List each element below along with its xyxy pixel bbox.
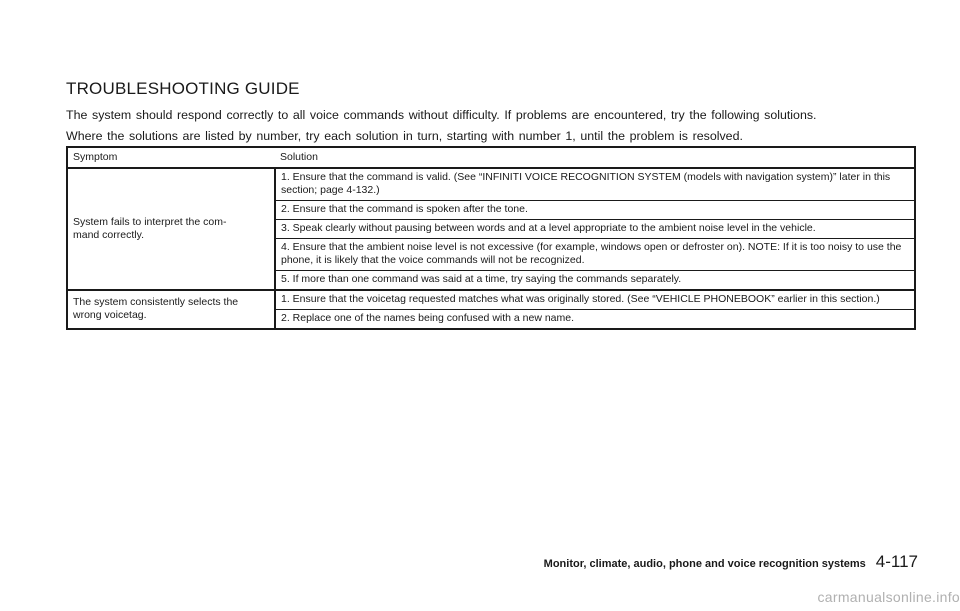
intro-line-1: The system should respond correctly to all voice commands without difficulty. If problems are encountered, try the following solutions. bbox=[66, 108, 817, 122]
solution-cell: 1. Ensure that the command is valid. (See “INFINITI VOICE RECOGNITION SYSTEM (models with navigation system)” later in this section; page 4-132.) bbox=[275, 168, 915, 201]
page-footer bbox=[544, 552, 918, 572]
footer-section-title: Monitor, climate, audio, phone and voice recognition systems bbox=[543, 558, 866, 570]
solution-column-header: Solution bbox=[275, 147, 915, 168]
solution-cell: 4. Ensure that the ambient noise level is not excessive (for example, windows open or defroster on). NOTE: If it is too noisy to use the phone, it is likely that the voice commands will not be recognized. bbox=[275, 239, 915, 271]
symptom-text: The system consistently selects the wrong voicetag. bbox=[73, 296, 239, 321]
solution-cell: 5. If more than one command was said at a time, try saying the commands separately. bbox=[275, 271, 915, 291]
symptom-cell bbox=[67, 290, 275, 329]
watermark: carmanualsonline.info bbox=[817, 589, 960, 605]
troubleshooting-table bbox=[66, 146, 916, 330]
solution-cell: 3. Speak clearly without pausing between words and at a level appropriate to the ambient noise level in the vehicle. bbox=[275, 220, 915, 239]
intro-text bbox=[66, 105, 926, 147]
section-heading: TROUBLESHOOTING GUIDE bbox=[66, 79, 300, 98]
table-row bbox=[67, 168, 915, 201]
symptom-column-header: Symptom bbox=[67, 147, 275, 168]
table-header-row bbox=[67, 147, 915, 168]
symptom-text: System fails to interpret the com- mand correctly. bbox=[73, 215, 227, 241]
page-number: 4-117 bbox=[875, 552, 918, 571]
solution-cell: 2. Ensure that the command is spoken after the tone. bbox=[275, 201, 915, 220]
solution-cell: 1. Ensure that the voicetag requested matches what was originally stored. (See “VEHICLE PHONEBOOK” earlier in this section.) bbox=[275, 290, 915, 310]
solution-cell: 2. Replace one of the names being confused with a new name. bbox=[275, 310, 915, 330]
symptom-cell bbox=[67, 168, 275, 290]
table-row bbox=[67, 290, 915, 310]
intro-line-2: Where the solutions are listed by number, try each solution in turn, starting with number 1, until the problem is resolved. bbox=[66, 129, 743, 143]
